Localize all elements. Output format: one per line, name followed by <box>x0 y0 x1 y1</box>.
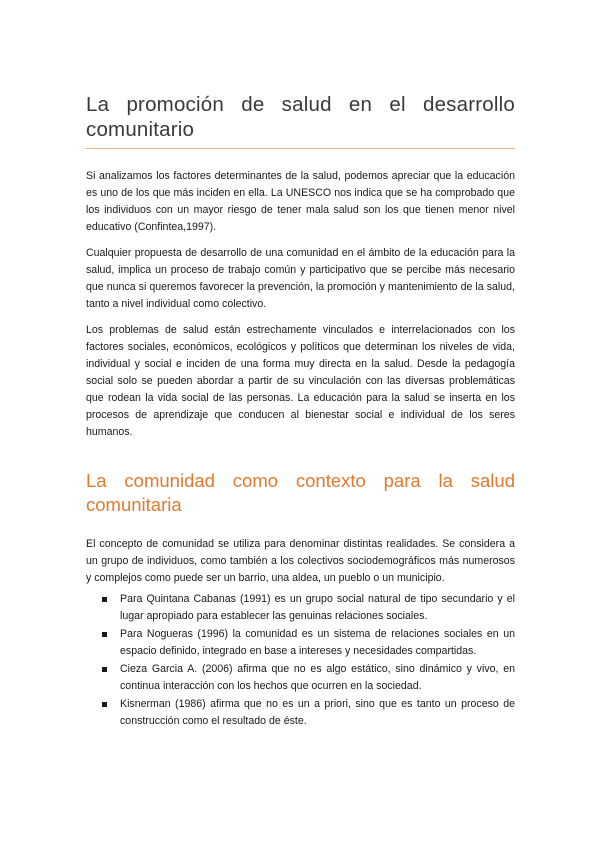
section-title-promocion-salud: La promoción de salud en el desarrollo comunitario <box>86 92 515 149</box>
square-bullet-icon <box>102 597 107 602</box>
list-item-text: Para Quintana Cabanas (1991) es un grupo social natural de tipo secundario y el lugar apropiado para establecer las genuinas relaciones sociales. <box>120 593 515 622</box>
square-bullet-icon <box>102 702 107 707</box>
list-item <box>120 661 515 695</box>
square-bullet-icon <box>102 632 107 637</box>
bullet-list <box>86 591 515 730</box>
list-item-text: Kisnerman (1986) afirma que no es un a priori, sino que es tanto un proceso de construcción como el resultado de éste. <box>120 698 515 727</box>
list-item <box>120 626 515 660</box>
paragraph: El concepto de comunidad se utiliza para denominar distintas realidades. Se considera a un grupo de individuos, como también a los colectivos sociodemográficos más numerosos y complejos como puede ser un barrio, una aldea, un pueblo o un municipio. <box>86 538 515 584</box>
list-item-text: Para Nogueras (1996) la comunidad es un sistema de relaciones sociales en un espacio definido, integrado en base a intereses y necesidades compartidas. <box>120 628 515 657</box>
page-content <box>86 92 515 731</box>
paragraph: Si analizamos los factores determinantes de la salud, podemos apreciar que la educación es uno de los que más inciden en ella. La UNESCO nos indica que se ha comprobado que los individuos con un mayor riesgo de tener mala salud son los que tienen menor nivel educativo (Confintea,1997). <box>86 170 515 233</box>
section-heading-wrapper <box>86 469 515 517</box>
list-item <box>120 696 515 730</box>
paragraph: Cualquier propuesta de desarrollo de una comunidad en el ámbito de la educación para la salud, implica un proceso de trabajo común y participativo que se percibe más necesario que nunca si queremos favorecer la prevención, la promoción y mantenimiento de la salud, tanto a nivel individual como colectivo. <box>86 247 515 310</box>
paragraph: Los problemas de salud están estrechamente vinculados e interrelacionados con los factores sociales, económicos, ecológicos y políticos que determinan los niveles de vida, individual y social e inciden de una forma muy directa en la salud. Desde la pedagogía social solo se pueden abordar a partir de su vinculación con las diversas problemáticas que rodean la vida social de las personas. La educación para la salud se inserta en los procesos de aprendizaje que conducen al bienestar social e individual de los seres humanos. <box>86 324 515 438</box>
section-title-comunidad: La comunidad como contexto para la salud comunitaria <box>86 470 515 515</box>
square-bullet-icon <box>102 667 107 672</box>
list-item <box>120 591 515 625</box>
list-item-text: Cieza Garcia A. (2006) afirma que no es algo estático, sino dinámico y vivo, en continua interacción con los hechos que ocurren en la sociedad. <box>120 663 515 692</box>
